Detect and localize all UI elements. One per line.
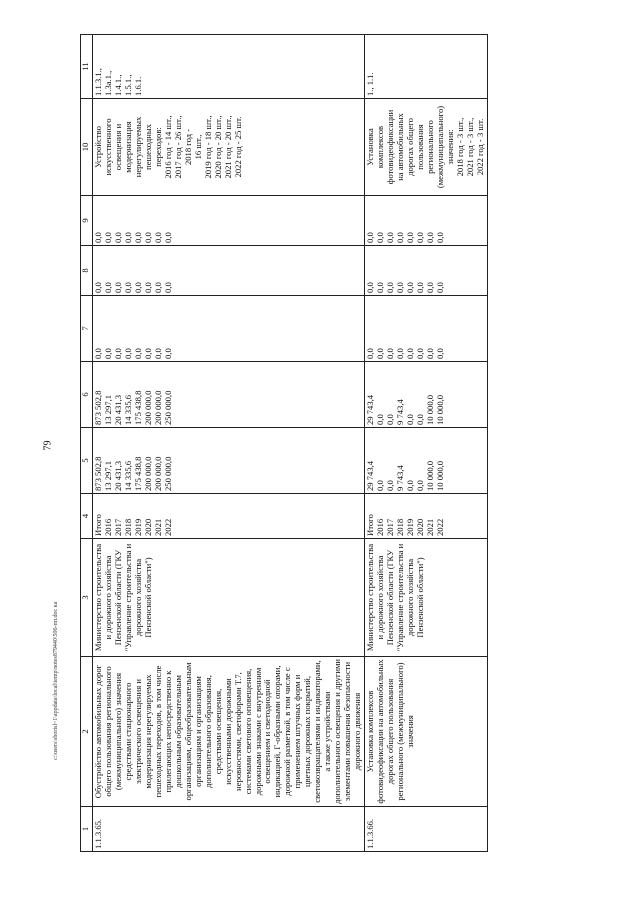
value-cell: 200 000,0 bbox=[142, 456, 153, 491]
result-line: пользования bbox=[415, 124, 425, 170]
value-cell: 0,0 bbox=[395, 282, 406, 293]
value-cell: 10 000,0 bbox=[434, 460, 445, 491]
value-cell: 13 297,1 bbox=[102, 460, 113, 491]
value-cell: 0,0 bbox=[434, 232, 445, 243]
result-line: регионального bbox=[424, 120, 435, 174]
indicator-ref-cell bbox=[93, 35, 365, 99]
value-cell: 0,0 bbox=[375, 232, 386, 243]
col-header-5: 5 bbox=[81, 428, 93, 494]
result-line: 2021 год - 3 шт., bbox=[464, 117, 475, 177]
col-header-6: 6 bbox=[81, 362, 93, 428]
value-cell: 20 431,3 bbox=[112, 460, 123, 491]
value-cell: 0,0 bbox=[405, 348, 416, 359]
value-cell: 200 000,0 bbox=[152, 390, 163, 425]
result-line: (межмуниципального) bbox=[434, 105, 445, 189]
result-line: 2022 год - 25 шт. bbox=[232, 116, 243, 178]
value-cell: 0,0 bbox=[405, 414, 416, 425]
value-cell: 13 297,1 bbox=[102, 394, 113, 425]
regional-budget-list bbox=[365, 362, 488, 428]
value-cell: 0,0 bbox=[365, 282, 376, 293]
value-cell: 0,0 bbox=[365, 348, 376, 359]
col-header-1: 1 bbox=[81, 807, 93, 852]
value-cell: 0,0 bbox=[112, 282, 123, 293]
value-cell: 0,0 bbox=[424, 232, 435, 243]
result-line: модернизация bbox=[122, 121, 133, 173]
value-cell: 9 743,4 bbox=[395, 465, 406, 491]
value-cell: 0,0 bbox=[122, 348, 133, 359]
value-cell: 873 502,8 bbox=[93, 390, 103, 425]
value-cell: 0,0 bbox=[405, 480, 416, 491]
result-line: 2019 год - 18 шт., bbox=[202, 115, 213, 179]
value-cell: 0,0 bbox=[162, 282, 173, 293]
value-cell: 0,0 bbox=[102, 348, 113, 359]
value-cell: 0,0 bbox=[93, 348, 103, 359]
result-line: 16 шт., bbox=[192, 134, 203, 160]
value-cell: Итого bbox=[365, 514, 376, 536]
result-line: нерегулируемых bbox=[132, 116, 143, 178]
expected-result-cell bbox=[93, 99, 365, 196]
value-cell: 29 743,4 bbox=[365, 460, 376, 491]
footer-path: c:\users\sborisl~1\appdata\local\temp\notes879440\506-пп.doc ка bbox=[53, 601, 59, 760]
value-cell: 0,0 bbox=[162, 348, 173, 359]
result-line: 2018 год - 3 шт., bbox=[454, 117, 465, 177]
program-table bbox=[80, 34, 488, 852]
value-cell: 9 743,4 bbox=[395, 399, 406, 425]
result-line: 2016 год - 14 шт., bbox=[162, 115, 173, 179]
value-cell: 0,0 bbox=[405, 232, 416, 243]
federal-budget-list bbox=[93, 296, 365, 362]
result-line: пешеходных bbox=[142, 124, 153, 170]
value-cell: 0,0 bbox=[385, 414, 396, 425]
value-cell: 0,0 bbox=[122, 282, 133, 293]
result-line: 2022 год - 3 шт. bbox=[474, 118, 485, 176]
col-header-4: 4 bbox=[81, 494, 93, 539]
result-line: дорогах общего bbox=[405, 118, 416, 176]
row-number-cell: 1.1.3.66. bbox=[365, 807, 488, 852]
col-header-3: 3 bbox=[81, 539, 93, 657]
result-line: 2021 год - 20 шт., bbox=[222, 115, 233, 179]
value-cell: 175 438,8 bbox=[132, 456, 143, 491]
value-cell: 0,0 bbox=[415, 232, 425, 243]
value-cell: 29 743,4 bbox=[365, 394, 376, 425]
col-header-11: 11 bbox=[81, 35, 93, 99]
value-cell: 0,0 bbox=[415, 480, 425, 491]
value-cell: 0,0 bbox=[405, 282, 416, 293]
value-cell: 0,0 bbox=[162, 232, 173, 243]
value-cell: 0,0 bbox=[375, 480, 386, 491]
result-line: Устройство bbox=[93, 126, 103, 168]
col-header-7: 7 bbox=[81, 296, 93, 362]
value-cell: 0,0 bbox=[385, 282, 396, 293]
measure-name-cell: Установка комплексов фотовидеофиксации на автомобильных дорогах общего пользования регионального (межмуниципального) значения bbox=[365, 657, 488, 807]
expected-result-cell bbox=[365, 99, 488, 196]
value-cell: 0,0 bbox=[132, 232, 143, 243]
value-cell: 0,0 bbox=[434, 282, 445, 293]
value-cell: 0,0 bbox=[152, 348, 163, 359]
value-cell: 2021 bbox=[152, 518, 163, 536]
ref-line: 1.3а.1., bbox=[102, 70, 113, 96]
page-number: 79 bbox=[42, 440, 54, 451]
row-number-cell: 1.1.3.65. bbox=[93, 807, 365, 852]
value-cell: 0,0 bbox=[415, 348, 425, 359]
value-cell: 2019 bbox=[132, 518, 143, 536]
value-cell: 0,0 bbox=[375, 348, 386, 359]
value-cell: 2020 bbox=[142, 518, 153, 536]
value-cell: 0,0 bbox=[132, 348, 143, 359]
measure-name-cell: Обустройство автомобильных дорог общего пользования регионального (межмуниципального) значения средствами стационарного электрического освещения и модернизация нерегулируемых пешеходных переходов, в том числе прилегающих непосредственно к дошкольным образовательным организациям, общеобразовательным организациям и организациям дополнительного образования, средствами освещения, искусственными дорожными неровностями, светофорами Т.7, системами светового оповещения, дорожными знаками с внутренним освещением и светодиодной индикацией, Г-образными опорами, дорожной разметкой, в том числе с применением штучных форм и цветных дорожных покрытий, световозвращателями и индикаторами, а также устройствами дополнительного освещения и другими элементами повышения безопасности дорожного движения bbox=[93, 657, 365, 807]
result-line: на автомобильных bbox=[395, 113, 406, 181]
result-line: 2018 год - bbox=[182, 128, 193, 166]
value-cell: 2022 bbox=[162, 518, 173, 536]
value-cell: 0,0 bbox=[395, 232, 406, 243]
ref-line: 1.5.1., bbox=[122, 74, 133, 96]
value-cell: 0,0 bbox=[375, 282, 386, 293]
value-cell: 0,0 bbox=[424, 282, 435, 293]
local-budget-list bbox=[93, 246, 365, 296]
value-cell: 2021 bbox=[424, 518, 435, 536]
executor-cell: Министерство строительства и дорожного хозяйства Пензенской области (ГКУ "Управление строительства и дорожного хозяйства Пензенской области") bbox=[93, 539, 365, 657]
value-cell: 2020 bbox=[415, 518, 425, 536]
value-cell: 2022 bbox=[434, 518, 445, 536]
ref-line: 1., 1.1. bbox=[365, 72, 376, 96]
value-cell: 200 000,0 bbox=[142, 390, 153, 425]
result-line: искусственного bbox=[102, 118, 113, 176]
value-cell: 20 431,3 bbox=[112, 394, 123, 425]
value-cell: 2016 bbox=[375, 518, 386, 536]
value-cell: 0,0 bbox=[102, 282, 113, 293]
value-cell: 2018 bbox=[395, 518, 406, 536]
value-cell: 10 000,0 bbox=[424, 394, 435, 425]
indicator-ref-cell bbox=[365, 35, 488, 99]
value-cell: 0,0 bbox=[112, 232, 123, 243]
value-cell: 0,0 bbox=[142, 232, 153, 243]
value-cell: 0,0 bbox=[415, 282, 425, 293]
value-cell: 873 502,8 bbox=[93, 456, 103, 491]
value-cell: 0,0 bbox=[415, 414, 425, 425]
year-list bbox=[365, 494, 488, 539]
regional-budget-list bbox=[93, 362, 365, 428]
value-cell: 2016 bbox=[102, 518, 113, 536]
value-cell: 0,0 bbox=[424, 348, 435, 359]
value-cell: 0,0 bbox=[365, 232, 376, 243]
value-cell: 0,0 bbox=[385, 232, 396, 243]
result-line: значения: bbox=[444, 129, 455, 165]
value-cell: 0,0 bbox=[385, 480, 396, 491]
result-line: Установка bbox=[365, 128, 376, 166]
value-cell: 0,0 bbox=[132, 282, 143, 293]
value-cell: 2017 bbox=[385, 518, 396, 536]
ref-line: 1.1.3.1., bbox=[93, 68, 103, 96]
value-cell: 0,0 bbox=[152, 282, 163, 293]
value-cell: 0,0 bbox=[395, 348, 406, 359]
result-line: фотовидеофиксации bbox=[385, 109, 396, 185]
value-cell: 200 000,0 bbox=[152, 456, 163, 491]
value-cell: 14 335,6 bbox=[122, 460, 133, 491]
result-line: освещения и bbox=[112, 123, 123, 171]
value-cell: 10 000,0 bbox=[424, 460, 435, 491]
value-cell: 175 438,8 bbox=[132, 390, 143, 425]
extra-budget-list bbox=[93, 196, 365, 246]
col-header-9: 9 bbox=[81, 196, 93, 246]
value-cell: 0,0 bbox=[102, 232, 113, 243]
extra-budget-list bbox=[365, 196, 488, 246]
total-funding-list bbox=[365, 428, 488, 494]
value-cell: 2019 bbox=[405, 518, 416, 536]
value-cell: 0,0 bbox=[122, 232, 133, 243]
value-cell: 0,0 bbox=[93, 282, 103, 293]
col-header-10: 10 bbox=[81, 99, 93, 196]
value-cell: 0,0 bbox=[112, 348, 123, 359]
value-cell: 250 000,0 bbox=[162, 390, 173, 425]
value-cell: 0,0 bbox=[385, 348, 396, 359]
value-cell: 2018 bbox=[122, 518, 133, 536]
result-line: 2017 год - 26 шт., bbox=[172, 115, 183, 179]
value-cell: Итого bbox=[93, 514, 103, 536]
value-cell: 0,0 bbox=[142, 282, 153, 293]
value-cell: 2017 bbox=[112, 518, 123, 536]
value-cell: 0,0 bbox=[93, 232, 103, 243]
value-cell: 0,0 bbox=[152, 232, 163, 243]
executor-cell: Министерство строительства и дорожного хозяйства Пензенской области (ГКУ "Управление строительства и дорожного хозяйства Пензенской области") bbox=[365, 539, 488, 657]
federal-budget-list bbox=[365, 296, 488, 362]
value-cell: 10 000,0 bbox=[434, 394, 445, 425]
result-line: комплексов bbox=[375, 125, 386, 169]
ref-line: 1.4.1., bbox=[112, 74, 123, 96]
header-row bbox=[81, 35, 93, 852]
total-funding-list bbox=[93, 428, 365, 494]
result-line: 2020 год - 20 шт., bbox=[212, 115, 223, 179]
table-row bbox=[93, 35, 365, 852]
rotated-table-page bbox=[80, 35, 600, 852]
value-cell: 0,0 bbox=[434, 348, 445, 359]
value-cell: 250 000,0 bbox=[162, 456, 173, 491]
ref-line: 1.6.1. bbox=[132, 76, 143, 96]
col-header-2: 2 bbox=[81, 657, 93, 807]
local-budget-list bbox=[365, 246, 488, 296]
value-cell: 0,0 bbox=[142, 348, 153, 359]
value-cell: 14 335,6 bbox=[122, 394, 133, 425]
value-cell: 0,0 bbox=[375, 414, 386, 425]
col-header-8: 8 bbox=[81, 246, 93, 296]
table-row bbox=[365, 35, 488, 852]
year-list bbox=[93, 494, 365, 539]
result-line: переходов: bbox=[152, 127, 163, 167]
